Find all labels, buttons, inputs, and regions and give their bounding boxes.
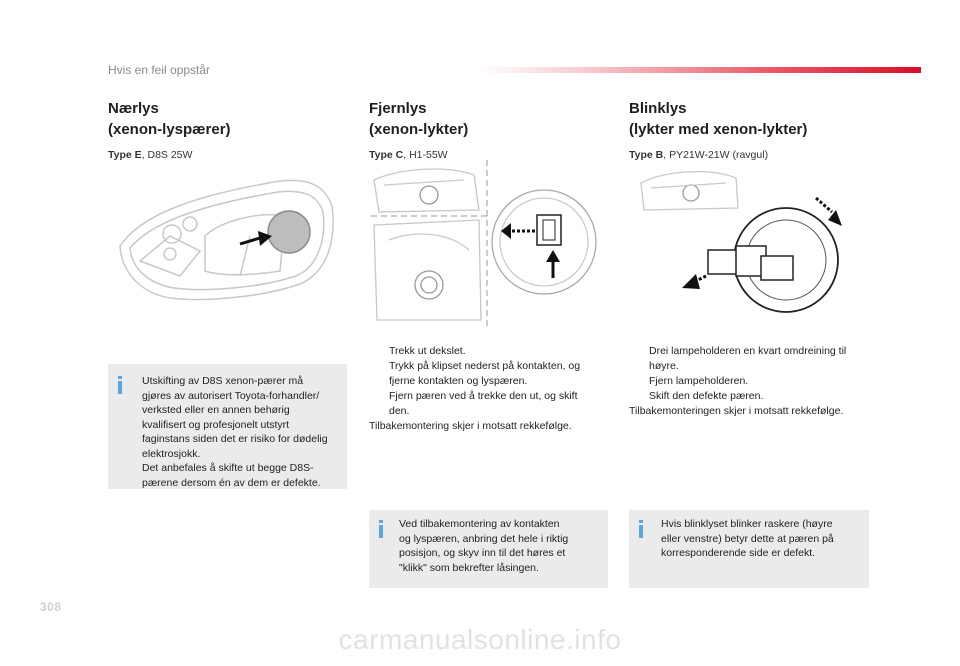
step-item: Trekk ut dekslet. <box>389 345 466 357</box>
note-indicator: Hvis blinklyset blinker raskere (høyre eller venstre) betyr dette at pæren på korresponderende side er defekt. <box>629 510 869 588</box>
heading-high-beam: Fjernlys (xenon-lykter) <box>369 100 469 138</box>
bulb-type-indicator: Type B, PY21W-21W (ravgul) <box>629 149 769 161</box>
step-item: Fjern pæren ved å trekke den ut, og skift den. <box>389 390 578 417</box>
steps-footer: Tilbakemonteringen skjer i motsatt rekkefølge. <box>629 405 844 417</box>
high-beam-illustration <box>369 160 609 330</box>
header-accent-bar <box>478 67 921 73</box>
section-title: Hvis en feil oppstår <box>108 63 211 77</box>
step-item: Skift den defekte pæren. <box>649 390 764 402</box>
indicator-illustration <box>636 168 861 316</box>
column-low-beam <box>108 98 348 161</box>
heading-indicator: Blinklys (lykter med xenon-lykter) <box>629 100 808 138</box>
column-high-beam <box>369 98 609 161</box>
step-item: Drei lampeholderen en kvart omdreining til høyre. <box>649 345 847 372</box>
note-low-beam: Utskifting av D8S xenon-pærer må gjøres av autorisert Toyota-forhandler/ verksted eller en annen behørig kvalifisert og profesjonelt utstyrt faginstans siden det er risiko for dødelig elektrosjokk. Det anbefales å skifte ut begge D8S- pærene dersom én av dem er defekte. <box>108 364 347 489</box>
bulb-type-low-beam: Type E, D8S 25W <box>108 149 193 161</box>
step-item: Fjern lampeholderen. <box>649 375 749 387</box>
watermark: carmanualsonline.info <box>338 624 622 655</box>
note-high-beam: Ved tilbakemontering av kontakten og lyspæren, anbring det hele i riktig posisjon, og skyv inn til det høres et "klikk" som bekrefter låsingen. <box>369 510 608 588</box>
heading-low-beam: Nærlys (xenon-lyspærer) <box>108 100 231 138</box>
bulb-type-high-beam: Type C, H1-55W <box>369 149 448 161</box>
low-beam-illustration <box>110 176 340 306</box>
steps-high-beam <box>369 344 609 434</box>
steps-footer: Tilbakemontering skjer i motsatt rekkefølge. <box>369 420 572 432</box>
column-indicator <box>629 98 889 161</box>
page-number: 308 <box>40 600 62 614</box>
steps-indicator <box>629 344 879 419</box>
step-item: Trykk på klipset nederst på kontakten, og fjerne kontakten og lyspæren. <box>389 360 581 387</box>
